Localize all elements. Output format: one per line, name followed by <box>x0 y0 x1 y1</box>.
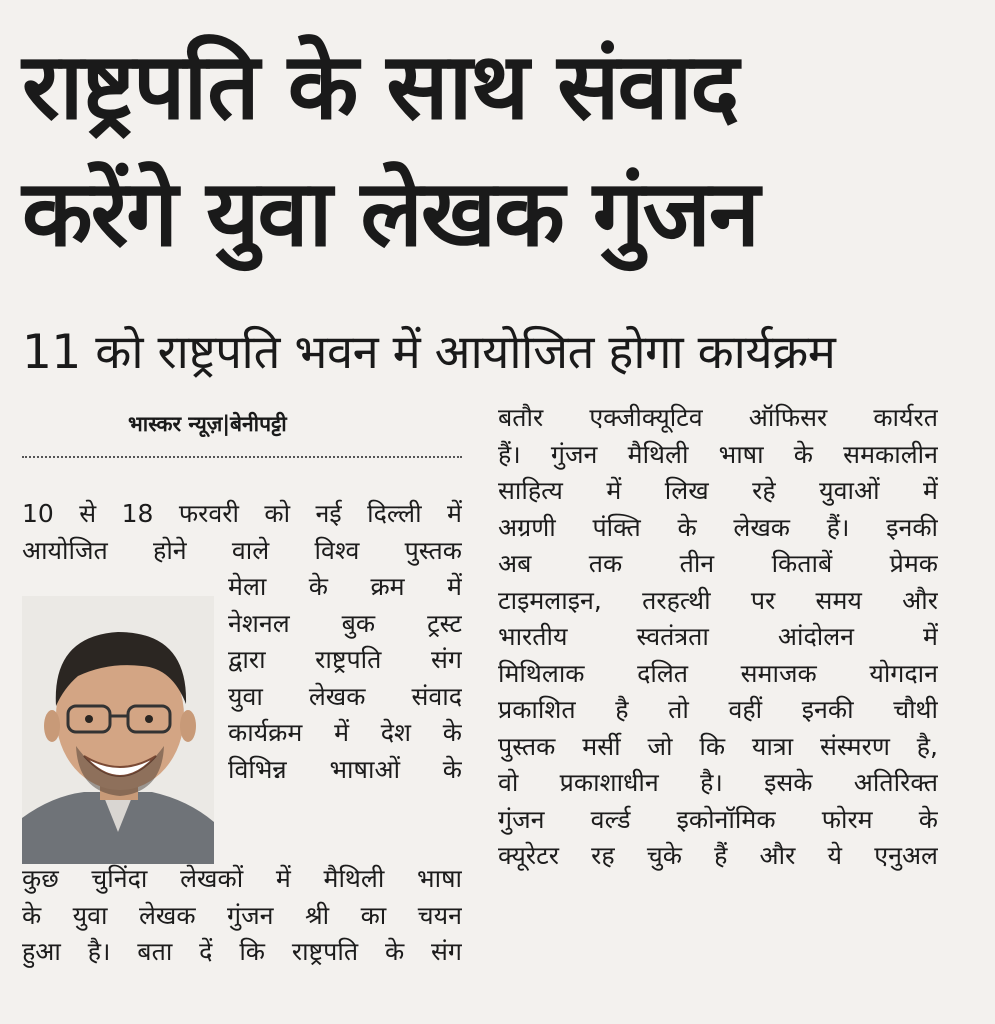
article-line: के युवा लेखक गुंजन श्री का चयन <box>22 900 462 930</box>
article-line: भारतीय स्वतंत्रता आंदोलन में <box>498 622 938 651</box>
article-line: कार्यक्रम में देश के <box>228 718 462 747</box>
article-left-top <box>22 496 462 569</box>
headline-line-2: करेंगे युवा लेखक गुंजन <box>22 160 758 267</box>
article-line: वो प्रकाशाधीन है। इसके अतिरिक्त <box>498 768 938 797</box>
person-portrait-icon <box>22 596 214 864</box>
article-line: क्यूरेटर रह चुके हैं और ये एनुअल <box>498 841 938 870</box>
article-line: साहित्य में लिख रहे युवाओं में <box>498 476 938 505</box>
article-line: पुस्तक मर्सी जो कि यात्रा संस्मरण है, <box>498 731 938 761</box>
headline-line-1: राष्ट्रपति के साथ संवाद <box>22 33 738 140</box>
article-line: नेशनल बुक ट्रस्ट <box>228 608 462 638</box>
author-photo <box>22 596 214 864</box>
article-left-bottom <box>22 861 462 971</box>
article-line: हैं। गुंजन मैथिली भाषा के समकालीन <box>498 439 938 469</box>
byline: भास्कर न्यूज़|बेनीपट्टी <box>128 412 287 436</box>
article-line: मिथिलाक दलित समाजक योगदान <box>498 658 938 688</box>
article-line: हुआ है। बता दें कि राष्ट्रपति के संग <box>22 937 462 966</box>
article-line: गुंजन वर्ल्ड इकोनॉमिक फोरम के <box>498 804 938 834</box>
article-left-wrap <box>228 569 462 788</box>
article-line: 10 से 18 फरवरी को नई दिल्ली में <box>22 499 462 528</box>
article-line: अग्रणी पंक्ति के लेखक हैं। इनकी <box>498 512 938 542</box>
article-line: कुछ चुनिंदा लेखकों में मैथिली भाषा <box>22 864 462 893</box>
article-line: बतौर एक्जीक्यूटिव ऑफिसर कार्यरत <box>498 403 938 432</box>
article-line: अब तक तीन किताबें प्रेमक <box>498 549 938 578</box>
article-line: विभिन्न भाषाओं के <box>228 754 462 784</box>
subheadline: 11 को राष्ट्रपति भवन में आयोजित होगा कार्यक्रम <box>22 325 836 380</box>
byline-divider <box>22 456 462 458</box>
article-line: आयोजित होने वाले विश्व पुस्तक <box>22 535 462 565</box>
article-line: युवा लेखक संवाद <box>228 681 462 711</box>
article-line: टाइमलाइन, तरहत्थी पर समय और <box>498 585 938 615</box>
article-line: प्रकाशित है तो वहीं इनकी चौथी <box>498 695 938 724</box>
article-line: द्वारा राष्ट्रपति संग <box>228 645 462 674</box>
article-right-column <box>498 400 938 875</box>
article-line: मेला के क्रम में <box>228 572 462 601</box>
